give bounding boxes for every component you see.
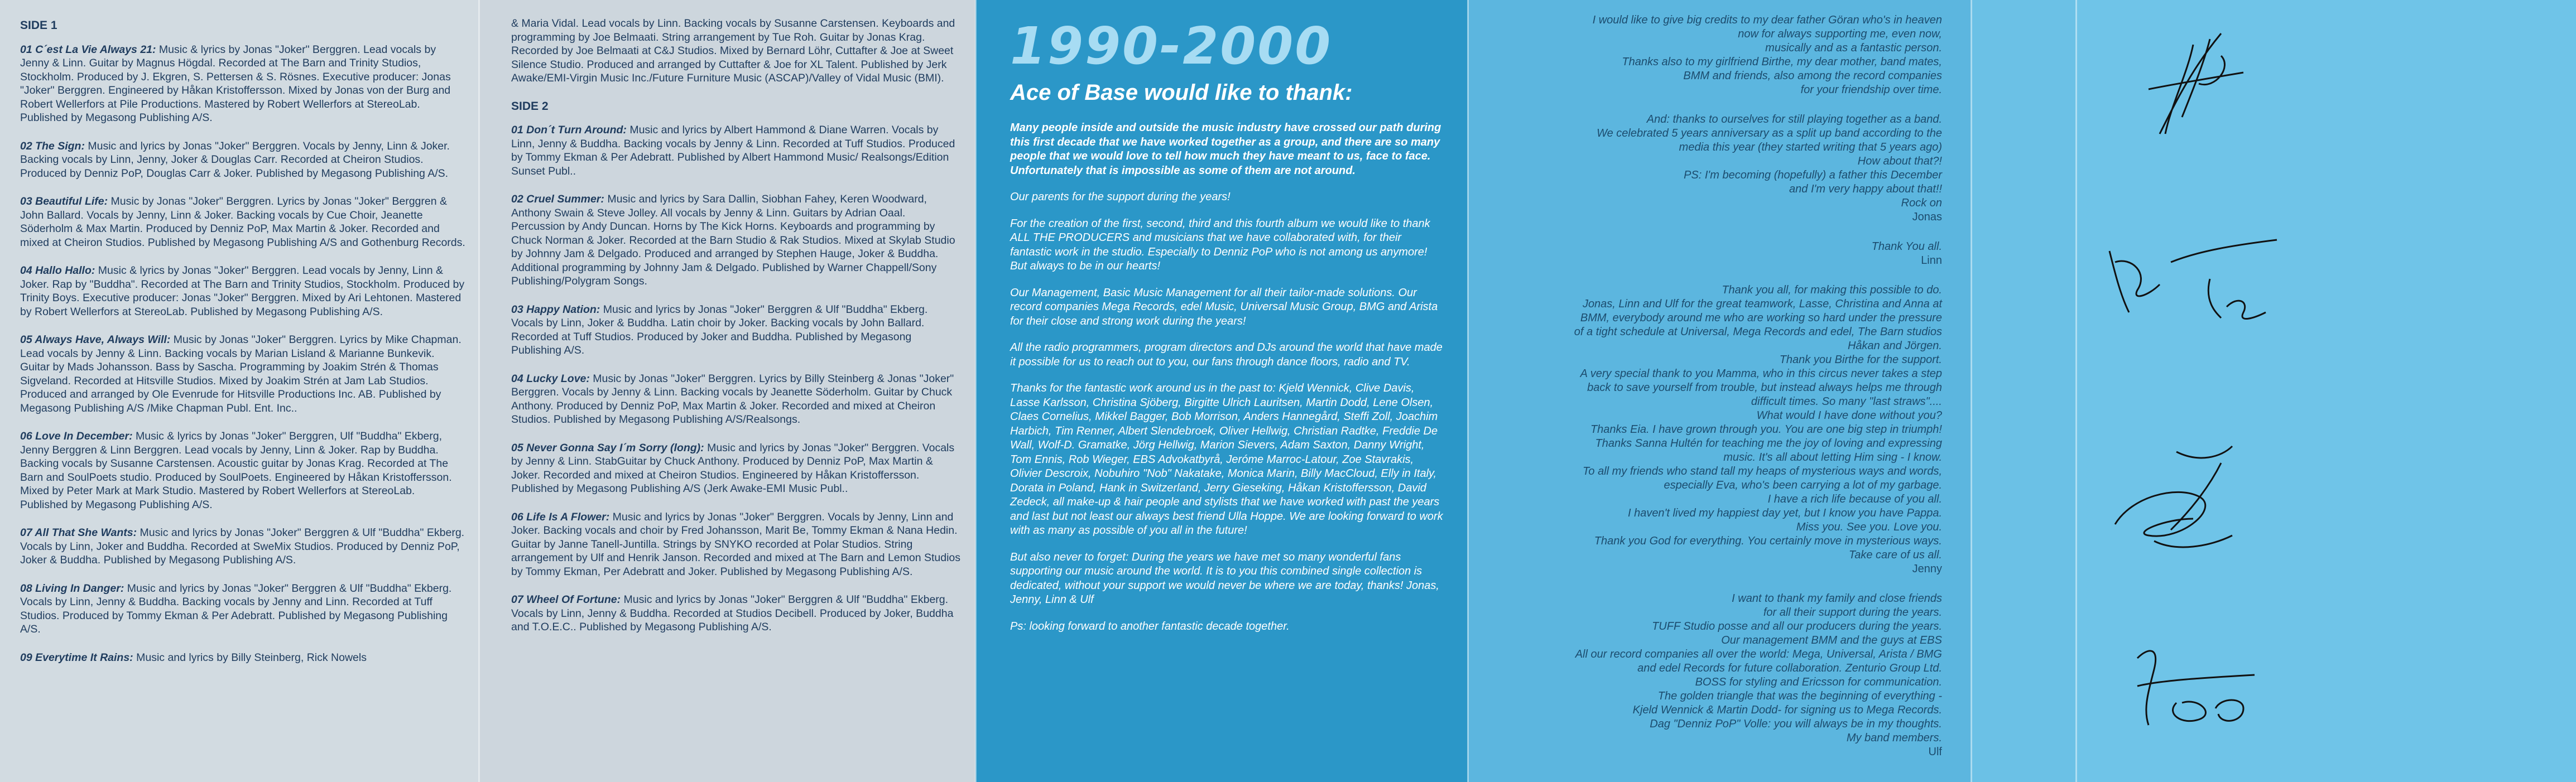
track-body: Music & lyrics by Jonas "Joker" Berggren. Lead vocals by Jenny, Linn & Joker. Rap by "Buddha". Recorded at The Barn and Trinity Studios, Stockholm. Produced by Trinity Boys. Executive producer: Jonas "Joker" Berggren. Mixed by Ari Lehtonen. Mastered by Robert Wellerfors at StereoLab. Published by Megasong Publishing A/S. [20,264,465,318]
track-credit [20,195,465,249]
thanks-paragraph: Our parents for the support during the years! [1010,191,1231,203]
track-body: Music and lyrics by Billy Steinberg, Rick Nowels [133,651,367,664]
thanks-line: especially Eva, who's been carrying a lot of my garbage. [1664,479,1942,491]
track-credit [20,429,465,511]
thanks-line: How about that?! [1857,155,1942,167]
track-title: 03 Happy Nation: [511,303,600,316]
track-title: 05 Always Have, Always Will: [20,334,171,346]
track-title: 04 Lucky Love: [511,372,590,385]
thanks-line: Thanks also to my girlfriend Birthe, my dear mother, band mates, [1622,56,1942,68]
thanks-line: To all my friends who stand tall my heaps of mysterious ways and words, [1583,465,1942,477]
thanks-line: Thanks Sanna Hultén for teaching me the joy of loving and expressing [1595,437,1942,450]
signer-name: Ulf [1928,746,1942,758]
track-title: 07 All That She Wants: [20,527,137,539]
track-title: 08 Living In Danger: [20,582,124,595]
track-credit [511,123,962,178]
thanks-line: Thank you God for everything. You certainly move in mysterious ways. [1594,535,1942,547]
track-body: Music & lyrics by Jonas "Joker" Berggren. Lead vocals by Jenny & Linn. Guitar by Magnus Högdal. Recorded at The Barn and Trinity Studios, Stockholm. Produced by J. Ekgren, S. Pettersen & S. Rösnes. Executive producer: Jonas "Joker" Berggren. Engineered by Håkan Kristoffersson. Mixed by Jonas von der Burg and Robert Wellerfors at Pile Productions. Mastered by Robert Wellerfors at StereoLab. Published by Megasong Publishing A/S. [20,43,451,124]
signature-linn [2098,229,2310,340]
thanks-line: I haven't lived my happiest day yet, but I know you have Pappa. [1627,507,1942,519]
track-credit [20,651,465,665]
thanks-line: music. It's all about letting Him sing - I know. [1723,451,1942,464]
signer-name: Jonas [1912,211,1942,223]
thanks-line: musically and as a fantastic person. [1765,42,1942,54]
thanks-paragraph: But also never to forget: During the years we have met so many wonderful fans supporting our music around the world. It is to you this combined single collection is dedicated, without your support we would never be where we are today, thanks! Jonas, Jenny, Linn & Ulf [1010,551,1439,606]
thanks-line: BMM and friends, also among the record companies [1683,70,1942,82]
track-body: Music and lyrics by Jonas "Joker" Berggren. Vocals by Jenny & Linn. StabGuitar by Chuck Anthony. Produced by Denniz PoP, Max Martin & Joker. Recorded and mixed at Cheiron Studios. Engineered by Håkan Kristoffersson. Published by Megasong Publishing A/S (Jerk Awake-EMI Music Publ.. [511,441,955,495]
track-credit [20,582,465,636]
thanks-line: What would I have done without you? [1756,409,1942,422]
track-title: 02 The Sign: [20,139,85,152]
thanks-line: Jonas, Linn and Ulf for the great teamwork, Lasse, Christina and Anna at [1582,298,1942,310]
thanks-paragraph: Our Management, Basic Music Management for all their tailor-made solutions. Our record companies Mega Records, edel Music, Universal Music Group, BMG and Arista for their close and strong work during the years! [1010,286,1438,327]
thanks-line: BMM, everybody around me who are working so hard under the pressure [1580,312,1942,324]
thanks-line: Thank you all, for making this possible to do. [1722,284,1942,296]
track-credit [511,510,962,579]
track-credit [511,303,962,358]
thanks-subtitle: Ace of Base would like to thank: [1010,80,1353,105]
thanks-paragraph: Many people inside and outside the music industry have crossed our path during this first decade that we have worked together as a group, and there are so many people that we would love to tell how much they have meant to us, face to face. Unfortunately that is impossible as some of them are not around. [1010,122,1441,177]
thanks-line: Thanks Eia. I have grown through you. You are one big step in triumph! [1590,423,1942,436]
thanks-line: media this year (they started writing that 5 years ago) [1679,141,1942,153]
thanks-line: I would like to give big credits to my dear father Göran who's in heaven [1592,14,1942,26]
track-body: Music & lyrics by Jonas "Joker" Berggren, Ulf "Buddha" Ekberg, Jenny Berggren & Linn Berggren. Lead vocals by Jenny, Linn & Joker. Rap by Buddha. Backing vocals by Susanne Carstensen. Acoustic guitar by Jonas Krag. Recorded at The Barn and SoulPoets studio. Produced by SoulPoets. Engineered by Håkan Kristoffersson. Mixed by Peter Mark at Mark Studio. Mastered by Robert Wellerfors at StereoLab. Published by Megasong Publishing A/S. [20,430,452,511]
side1-heading: SIDE 1 [20,19,57,32]
thanks-line: for all their support during the years. [1763,606,1942,619]
track-title: 06 Love In December: [20,430,133,442]
thanks-line: All our record companies all over the world: Mega, Universal, Arista / BMG [1575,648,1942,660]
thanks-line: I want to thank my family and close friends [1732,592,1942,605]
track-body: Music and lyrics by Jonas "Joker" Berggren. Vocals by Jenny, Linn and Joker. Backing vocals and choir by Fred Johansson, Marit Be, Tommy Ekman & Nana Hedin. Guitar by Janne Tanell-Juntilla. Strings by SNYKO recorded at Polar Studios. String arrangement by Ulf and Henrik Janson. Recorded and mixed at The Barn and Lemon Studios by Tommy Ekman, Per Adebratt and Joker. Published by Megasong Publishing A/S. [511,510,961,578]
signature-jenny [2098,429,2266,563]
thanks-paragraph: For the creation of the first, second, third and this fourth album we would like to thank ALL THE PRODUCERS and musicians that we have collaborated with, for their fantastic work in the studio. Especially to Denniz PoP who is not among us anymore! But always to be in our hearts! [1010,217,1430,272]
track-credit [20,333,465,415]
track-credit [20,264,465,318]
fold-line [1467,0,1469,782]
track-body: Music and lyrics by Jonas "Joker" Berggren & Ulf "Buddha" Ekberg. Vocals by Linn, Joker & Buddha. Latin choir by Joker. Backing vocals by John Ballard. Recorded at Tuff Studios. Produced by Joker and Buddha. Published by Megasong Publishing A/S. [511,303,928,356]
side2-track-list [511,123,962,634]
block-spacer [1490,224,1942,240]
block-spacer [1490,268,1942,283]
thanks-paragraph: Thanks for the fantastic work around us in the past to: Kjeld Wennick, Clive Davis, Lasse Karlsson, Christina Sjöberg, Birgitte Ulrich Lauritsen, Martin Dodd, Lene Olsen, Claes Cornelius, Mikkel Bagger, Bob Morrison, Anders Hannegård, Steffi Zoll, Joachim Harbich, Tim Renner, Albert Slendebroek, Oliver Hellwig, Christian Radtke, Freddie De Wall, Wolf-D. Gramatke, Jörg Hellwig, Marion Sievers, Adam Saxton, Danny Wright, Tom Ennis, Rob Wieger, EBS Advokatbyrå, Jeróme Marroc-Latour, Zoe Stavrakis, Olivier Descroix, Nobuhiro "Nob" Nakatake, Monica Marin, Billy MacCloud, Elly in Italy, Dorata in Poland, Hank in Switzerland, Jerry Gieseking, Håkan Kristoffersson, David Zedeck, all make-up & hair people and stylists that we have worked with past the years and last but not least our always best friend Ulla Hoppe. We are looking forward to work with as many as possible of you all in the future! [1010,382,1443,537]
thanks-paragraphs [1010,121,1443,634]
thanks-paragraph: All the radio programmers, program directors and DJs around the world that have made it possible for us to reach out to you, our fans through dance floors, radio and TV. [1010,341,1443,368]
track-body: Music by Jonas "Joker" Berggren. Lyrics by Mike Chapman. Lead vocals by Jenny & Linn. Backing vocals by Marian Lisland & Marianne Bunkevik. Guitar by Mads Johansson. Bass by Sascha. Programming by Joakim Strén & Thomas Sigveland. Recorded at Hitsville Studios. Mixed by Joakim Strén at Jam Lab Studios. Produced and arranged by Ole Evenrude for Hitsville Productions Inc. AB. Published by Megasong Publishing A/S /Mike Chapman Publ. Ent. Inc.. [20,334,462,414]
thanks-line: Rock on [1901,197,1942,209]
signature-ulf [2115,625,2282,736]
thanks-line: and I'm very happy about that!! [1789,183,1942,195]
thanks-line: A very special thank to you Mamma, who in this circus never takes a step [1580,368,1942,380]
track-body: Music by Jonas "Joker" Berggren. Lyrics by Billy Steinberg & Jonas "Joker" Berggren. Vocals by Jenny & Linn. Backing vocals by Jeanette Söderholm. Guitar by Chuck Anthony. Produced by Denniz PoP, Max Martin & Joker. Recorded and mixed at Cheiron Studios. Published by Megasong Publishing A/S/Realsongs. [511,372,954,426]
track-credit [511,593,962,634]
track-title: 01 C´est La Vie Always 21: [20,43,156,56]
thanks-line: Take care of us all. [1848,549,1942,561]
track-credit [20,139,465,181]
track-credit [511,372,962,427]
track-credit [511,192,962,288]
thanks-paragraph: Ps: looking forward to another fantastic decade together. [1010,620,1290,633]
track-title: 06 Life Is A Flower: [511,510,610,523]
thanks-line: back to save yourself from trouble, but instead always helps me through [1587,382,1942,394]
signer-name: Linn [1921,254,1942,267]
side1-track-list [20,43,465,665]
thanks-line: difficult times. So many "last straws".... [1751,395,1942,408]
track-body: Music and lyrics by Sara Dallin, Siobhan Fahey, Keren Woodward, Anthony Swain & Steve Jolley. All vocals by Jenny & Linn. Guitars by Adrian Oaal. Percussion by Andy Duncan. Horns by The Kick Horns. Keyboards and programming by Chuck Norman & Joker. Recorded at the Barn Studio & Rak Studios. Mixed at Skylab Studio by Johnny Jam & Delgado. Produced and arranged by Stephen Hauge, Joker & Buddha. Additional programming by Johnny Jam & Delgado. Published by Warner Chappell/Sony Publishing/Polygram Songs. [511,193,955,287]
side1-credits-panel [0,0,479,782]
side2-heading: SIDE 2 [511,99,549,113]
track-title: 01 Don´t Turn Around: [511,124,627,136]
thanks-line: PS: I'm becoming (hopefully) a father this December [1684,169,1942,181]
thanks-line: The golden triangle that was the beginning of everything - [1657,690,1942,702]
thanks-line: Miss you. See you. Love you. [1796,521,1942,533]
thanks-line: and edel Records for future collaboration. Zenturio Group Ltd. [1637,662,1942,674]
track-credit [511,441,962,496]
fold-line [1971,0,1972,782]
fold-line [2075,0,2077,782]
thanks-line: Dag "Denniz PoP" Volle: you will always be in my thoughts. [1650,718,1942,730]
thanks-line: Thank you Birthe for the support. [1779,354,1942,366]
thanks-line: Our management BMM and the guys at EBS [1721,634,1942,646]
side2-credits-panel [479,0,975,782]
fold-line [975,0,977,782]
thanks-line: Håkan and Jörgen. [1847,340,1942,352]
thanks-panel [975,0,1468,782]
personal-blocks [1490,13,1942,775]
track-title: 07 Wheel Of Fortune: [511,593,621,606]
thanks-line: Thank You all. [1871,240,1942,253]
track-body: Music and lyrics by Jonas "Joker" Berggren & Ulf "Buddha" Ekberg. Vocals by Linn, Jenny & Buddha. Backing vocals by Jenny and Linn. Recorded at Tuff Studios. Produced by Tommy Ekman & Per Adebratt. Published by Megasong Publishing A/S. [20,582,452,635]
thanks-line: BOSS for styling and Ericsson for communication. [1695,676,1942,688]
track-body: Music and lyrics by Jonas "Joker" Berggren & Ulf "Buddha" Ekberg. Vocals by Linn, Jenny & Buddha. Recorded at Studios Decibell. Produced by Joker, Buddha and T.O.E.C.. Published by Megasong Publishing A/S. [511,593,954,633]
track-credit [20,526,465,567]
track-title: 03 Beautiful Life: [20,195,108,207]
track-title: 05 Never Gonna Say I´m Sorry (long): [511,441,704,454]
block-spacer [1490,576,1942,592]
track-title: 09 Everytime It Rains: [20,651,133,664]
thanks-line: Kjeld Wennick & Martin Dodd- for signing us to Mega Records. [1632,704,1942,716]
signer-name: Jenny [1912,563,1942,575]
personal-thanks-panel [1468,0,1971,782]
track-body: Music by Jonas "Joker" Berggren. Lyrics by Jonas "Joker" Berggren & John Ballard. Vocals by Jenny, Linn & Joker. Backing vocals by Cue Choir, Jeanette Söderholm & Max Martin. Produced by Denniz PoP, Max Martin & Joker. Recorded and mixed at Cheiron Studios. Published by Megasong Publishing A/S and Gothenburg Records. [20,195,465,249]
track-body: Music and lyrics by Jonas "Joker" Berggren. Vocals by Jenny, Linn & Joker. Backing vocals by Linn, Jenny, Joker & Douglas Carr. Recorded at Cheiron Studios. Produced by Denniz PoP, Douglas Carr & Joker. Published by Megasong Publishing A/S. [20,139,450,180]
block-spacer [1490,97,1942,113]
thanks-line: of a tight schedule at Universal, Mega Records and edel, The Barn studios [1574,326,1942,338]
track-body: Music and lyrics by Jonas "Joker" Berggren & Ulf "Buddha" Ekberg. Vocals by Linn, Joker and Buddha. Recorded at SweMix Studios. Produced by Denniz PoP, Joker & Buddha. Published by Megasong Publishing A/S. [20,527,465,566]
thanks-line: for your friendship over time. [1800,84,1942,96]
thanks-line: TUFF Studio posse and all our producers during the years. [1652,620,1942,633]
blank-strip [1971,0,2076,782]
thanks-line: now for always supporting me, even now, [1738,28,1942,40]
thanks-line: My band members. [1846,732,1942,744]
signatures-panel [2076,0,2576,782]
track-title: 02 Cruel Summer: [511,193,604,205]
decade-title: 1990-2000 [1010,16,1333,76]
track-title: 04 Hallo Hallo: [20,264,95,277]
thanks-line: We celebrated 5 years anniversary as a split up band according to the [1597,127,1942,139]
thanks-line: And: thanks to ourselves for still playing together as a band. [1646,113,1942,125]
signature-jonas [2126,22,2255,151]
block-spacer [1490,759,1942,775]
track-credit [20,43,465,125]
fold-line [478,0,480,782]
thanks-line: I have a rich life because of you all. [1767,493,1942,505]
continued-credit: & Maria Vidal. Lead vocals by Linn. Backing vocals by Susanne Carstensen. Keyboards and programming by Joe Belmaati. String arrangement by Tue Roh. Guitar by Jonas Krag. Recorded by Joe Belmaati at C&J Studios. Mixed by Bernard Löhr, Cuttafter & Joe at Sweet Silence Studio. Produced and arranged by Cuttafter & Joe for XL Talent. Published by Jerk Awake/EMI-Virgin Music Inc./Future Furniture Music (ASCAP)/Valley of Vidal Music (BMI). [511,17,955,84]
track-body: Music and lyrics by Albert Hammond & Diane Warren. Vocals by Linn, Jenny & Buddha. Backing vocals by Jenny & Linn. Recorded at Tuff Studios. Produced by Tommy Ekman & Per Adebratt. Published by Albert Hammond Music/ Realsongs/Edition Sunset Publ.. [511,124,955,177]
